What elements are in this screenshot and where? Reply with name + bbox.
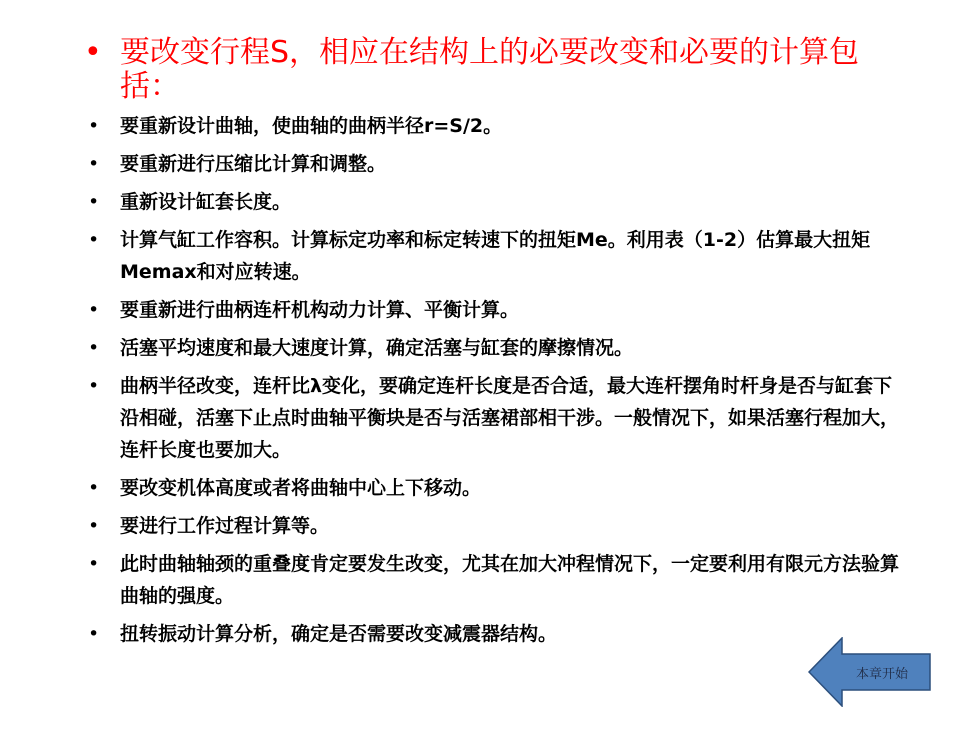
list-item (84, 224, 904, 288)
list-item (84, 472, 904, 504)
item-text: 计算气缸工作容积。计算标定功率和标定转速下的扭矩Me。利用表（1-2）估算最大扭矩Memax和对应转速。 (120, 229, 871, 283)
chapter-start-label: 本章开始 (855, 667, 908, 682)
item-text: 要重新设计曲轴，使曲轴的曲柄半径r=S/2。 (120, 115, 503, 137)
list-item (84, 510, 904, 542)
list-item (84, 186, 904, 218)
item-bullet: • (88, 623, 100, 645)
item-text: 活塞平均速度和最大速度计算，确定活塞与缸套的摩擦情况。 (120, 337, 634, 359)
list-item (84, 110, 904, 142)
item-bullet: • (88, 553, 100, 575)
item-bullet: • (88, 337, 100, 359)
list-item (84, 148, 904, 180)
item-bullet: • (88, 515, 100, 537)
list-item (84, 548, 904, 612)
chapter-start-button[interactable] (808, 637, 932, 707)
heading-text: 要改变行程S，相应在结构上的必要改变和必要的计算包括： (120, 35, 860, 104)
list-item (84, 618, 904, 650)
item-text: 要重新进行曲柄连杆机构动力计算、平衡计算。 (120, 299, 520, 321)
heading-bullet: • (84, 35, 102, 70)
item-bullet: • (88, 229, 100, 251)
item-bullet: • (88, 375, 100, 397)
bullet-list (84, 110, 904, 656)
list-item (84, 332, 904, 364)
item-text: 重新设计缸套长度。 (120, 191, 292, 213)
item-bullet: • (88, 477, 100, 499)
item-text: 要重新进行压缩比计算和调整。 (120, 153, 387, 175)
item-bullet: • (88, 191, 100, 213)
item-bullet: • (88, 299, 100, 321)
item-text: 曲柄半径改变，连杆比λ变化，要确定连杆长度是否合适，最大连杆摆角时杆身是否与缸套下沿相碰，活塞下止点时曲轴平衡块是否与活塞裙部相干涉。一般情况下，如果活塞行程加大，连杆长度也要加大。 (120, 375, 900, 461)
list-item (84, 294, 904, 326)
item-text: 此时曲轴轴颈的重叠度肯定要发生改变，尤其在加大冲程情况下，一定要利用有限元方法验算曲轴的强度。 (120, 553, 900, 607)
item-bullet: • (88, 115, 100, 137)
item-text: 要进行工作过程计算等。 (120, 515, 330, 537)
item-text: 要改变机体高度或者将曲轴中心上下移动。 (120, 477, 482, 499)
item-bullet: • (88, 153, 100, 175)
slide-heading (84, 36, 914, 104)
list-item (84, 370, 904, 466)
item-text: 扭转振动计算分析，确定是否需要改变减震器结构。 (120, 623, 558, 645)
